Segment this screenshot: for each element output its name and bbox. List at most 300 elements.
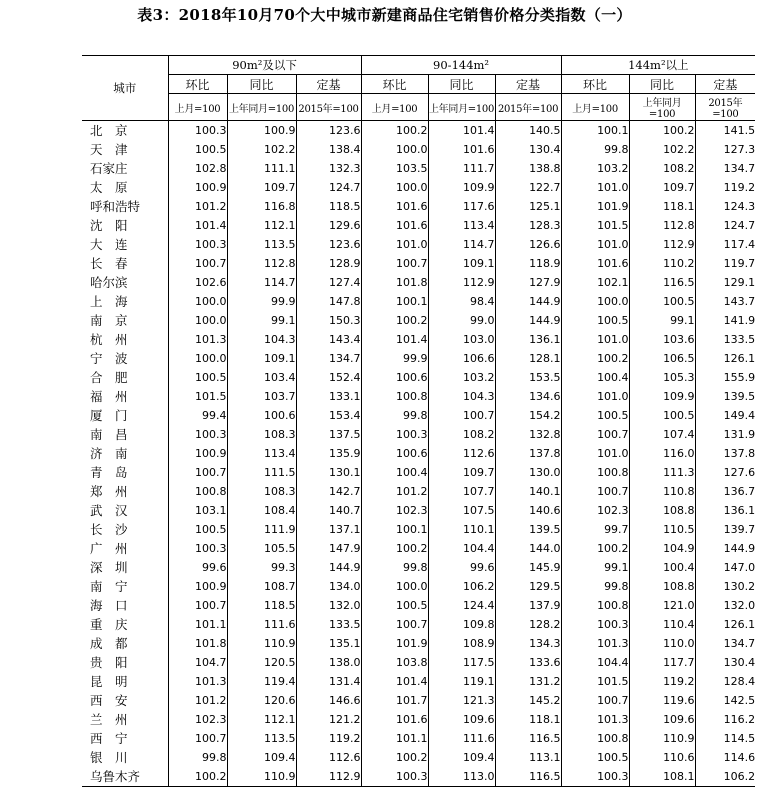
value-cell: 128.2 [495,615,561,634]
value-cell: 100.0 [361,140,428,159]
value-cell: 98.4 [428,292,495,311]
value-cell: 130.0 [495,463,561,482]
base-header: 2015年=100 [296,94,361,121]
value-cell: 134.0 [296,577,361,596]
value-cell: 132.0 [296,596,361,615]
value-cell: 113.0 [428,767,495,787]
value-cell: 100.8 [168,482,227,501]
value-cell: 108.7 [227,577,296,596]
value-cell: 102.3 [361,501,428,520]
value-cell: 99.8 [561,140,629,159]
table-row [82,197,755,216]
value-cell: 108.9 [428,634,495,653]
value-cell: 101.0 [561,387,629,406]
value-cell: 121.0 [629,596,695,615]
value-cell: 140.7 [296,501,361,520]
value-cell: 116.5 [495,767,561,787]
city-cell: 济 南 [82,444,168,463]
value-cell: 99.6 [168,558,227,577]
value-cell: 114.7 [428,235,495,254]
group-header-small: 90m²及以下 [168,56,361,75]
value-cell: 113.4 [428,216,495,235]
value-cell: 140.1 [495,482,561,501]
table-row [82,501,755,520]
value-cell: 119.2 [629,672,695,691]
table-row [82,672,755,691]
value-cell: 110.8 [629,482,695,501]
value-cell: 101.3 [168,330,227,349]
metric-header: 环比 [561,75,629,94]
value-cell: 127.6 [723,466,756,479]
value-cell: 155.9 [723,371,756,384]
value-cell: 110.5 [629,520,695,539]
value-cell: 99.1 [629,311,695,330]
value-cell: 116.5 [495,729,561,748]
value-cell: 121.3 [428,691,495,710]
value-cell: 100.5 [168,368,227,387]
value-cell: 134.6 [495,387,561,406]
value-cell: 123.6 [296,121,361,141]
metric-header: 同比 [227,75,296,94]
value-cell: 100.5 [629,292,695,311]
value-cell: 99.9 [361,349,428,368]
base-header: 上月=100 [361,94,428,121]
value-cell: 100.5 [561,406,629,425]
table-row [82,596,755,615]
value-cell: 101.0 [561,330,629,349]
value-cell: 114.7 [227,273,296,292]
value-cell: 101.5 [561,216,629,235]
value-cell: 144.0 [495,539,561,558]
price-index-table [82,55,755,787]
value-cell: 105.3 [629,368,695,387]
base-header: 2015年=100 [695,94,755,121]
value-cell: 145.9 [495,558,561,577]
value-cell: 99.3 [227,558,296,577]
table-row [82,159,755,178]
table-row [82,729,755,748]
value-cell: 100.0 [361,178,428,197]
value-cell: 122.7 [495,178,561,197]
value-cell: 120.5 [227,653,296,672]
value-cell: 129.1 [723,276,756,289]
value-cell: 120.6 [227,691,296,710]
value-cell: 112.9 [629,235,695,254]
value-cell: 101.6 [361,710,428,729]
value-cell: 134.7 [296,349,361,368]
value-cell: 101.5 [561,672,629,691]
value-cell: 110.9 [629,729,695,748]
city-cell: 沈 阳 [82,216,168,235]
value-cell: 149.4 [723,409,756,422]
value-cell: 100.0 [361,577,428,596]
city-column-header: 城市 [82,56,168,121]
value-cell: 109.4 [428,748,495,767]
value-cell: 100.4 [561,368,629,387]
value-cell: 119.7 [723,257,756,270]
value-cell: 100.2 [361,539,428,558]
table-row [82,121,755,141]
city-cell: 呼和浩特 [82,197,168,216]
value-cell: 101.7 [361,691,428,710]
value-cell: 136.7 [723,485,756,498]
value-cell: 109.7 [428,463,495,482]
value-cell: 139.7 [723,523,756,536]
value-cell: 99.8 [561,577,629,596]
value-cell: 108.2 [428,425,495,444]
value-cell: 116.0 [629,444,695,463]
table-row [82,216,755,235]
base-header: 2015年=100 [495,94,561,121]
value-cell: 129.6 [296,216,361,235]
value-cell: 133.5 [723,333,756,346]
value-cell: 100.7 [168,254,227,273]
table-row [82,558,755,577]
value-cell: 102.1 [561,273,629,292]
value-cell: 118.5 [296,197,361,216]
value-cell: 141.9 [723,314,756,327]
value-cell: 100.3 [561,767,629,787]
value-cell: 136.1 [723,504,756,517]
value-cell: 100.6 [361,368,428,387]
value-cell: 113.4 [227,444,296,463]
value-cell: 100.2 [361,748,428,767]
value-cell: 128.4 [723,675,756,688]
value-cell: 100.1 [361,292,428,311]
table-row [82,520,755,539]
value-cell: 100.8 [361,387,428,406]
value-cell: 154.2 [495,406,561,425]
value-cell: 133.5 [296,615,361,634]
group-header-large: 144m²以上 [561,56,755,75]
value-cell: 119.1 [428,672,495,691]
value-cell: 100.5 [168,140,227,159]
table-row [82,273,755,292]
value-cell: 100.2 [629,121,695,141]
value-cell: 104.9 [629,539,695,558]
value-cell: 103.0 [428,330,495,349]
value-cell: 99.1 [227,311,296,330]
value-cell: 101.9 [561,197,629,216]
value-cell: 101.4 [361,672,428,691]
value-cell: 99.0 [428,311,495,330]
table-row [82,330,755,349]
value-cell: 99.7 [561,520,629,539]
value-cell: 101.2 [168,691,227,710]
value-cell: 107.5 [428,501,495,520]
value-cell: 101.6 [428,140,495,159]
value-cell: 100.3 [168,121,227,141]
table-row [82,349,755,368]
value-cell: 106.5 [629,349,695,368]
value-cell: 114.6 [723,751,756,764]
value-cell: 142.5 [723,694,756,707]
metric-header: 环比 [361,75,428,94]
table-row [82,292,755,311]
value-cell: 100.7 [561,691,629,710]
value-cell: 100.9 [168,444,227,463]
table-row [82,368,755,387]
value-cell: 103.5 [361,159,428,178]
value-cell: 118.9 [495,254,561,273]
value-cell: 147.9 [296,539,361,558]
value-cell: 140.5 [495,121,561,141]
value-cell: 134.7 [723,162,756,175]
city-cell: 乌鲁木齐 [82,767,168,787]
table-row [82,691,755,710]
city-cell: 上 海 [82,292,168,311]
value-cell: 106.2 [428,577,495,596]
value-cell: 139.5 [495,520,561,539]
value-cell: 108.3 [227,425,296,444]
value-cell: 100.6 [361,444,428,463]
value-cell: 132.8 [495,425,561,444]
value-cell: 111.1 [227,159,296,178]
page-title: 表3：2018年10月70个大中城市新建商品住宅销售价格分类指数（一） [137,6,632,24]
table-row [82,615,755,634]
value-cell: 153.4 [296,406,361,425]
value-cell: 152.4 [296,368,361,387]
value-cell: 133.6 [495,653,561,672]
value-cell: 146.6 [296,691,361,710]
value-cell: 138.4 [296,140,361,159]
value-cell: 100.7 [168,729,227,748]
value-cell: 104.3 [227,330,296,349]
table-row [82,140,755,159]
value-cell: 100.0 [168,349,227,368]
table-row [82,577,755,596]
value-cell: 135.1 [296,634,361,653]
city-cell: 哈尔滨 [82,273,168,292]
value-cell: 99.8 [361,558,428,577]
value-cell: 112.1 [227,216,296,235]
value-cell: 107.7 [428,482,495,501]
base-header: 上月=100 [561,94,629,121]
value-cell: 130.4 [723,656,756,669]
value-cell: 100.3 [168,235,227,254]
value-cell: 117.7 [629,653,695,672]
city-cell: 昆 明 [82,672,168,691]
value-cell: 140.6 [495,501,561,520]
city-cell: 长 春 [82,254,168,273]
metric-header: 定基 [695,75,755,94]
value-cell: 100.0 [168,292,227,311]
value-cell: 100.3 [168,425,227,444]
value-cell: 134.7 [723,637,756,650]
group-header-medium: 90-144m² [361,56,561,75]
metric-header: 定基 [296,75,361,94]
value-cell: 112.9 [428,273,495,292]
value-cell: 100.0 [561,292,629,311]
value-cell: 100.5 [629,406,695,425]
value-cell: 104.7 [168,653,227,672]
value-cell: 109.9 [629,387,695,406]
table-row [82,539,755,558]
value-cell: 111.5 [227,463,296,482]
table-row [82,425,755,444]
value-cell: 130.4 [495,140,561,159]
value-cell: 100.2 [361,121,428,141]
city-cell: 广 州 [82,539,168,558]
city-cell: 北 京 [82,121,168,141]
value-cell: 103.8 [361,653,428,672]
value-cell: 101.4 [361,330,428,349]
table-row [82,444,755,463]
city-cell: 长 沙 [82,520,168,539]
value-cell: 131.2 [495,672,561,691]
value-cell: 100.5 [361,596,428,615]
value-cell: 134.3 [495,634,561,653]
value-cell: 101.8 [361,273,428,292]
value-cell: 131.9 [723,428,756,441]
value-cell: 101.2 [361,482,428,501]
value-cell: 102.8 [168,159,227,178]
value-cell: 100.0 [168,311,227,330]
value-cell: 101.6 [361,216,428,235]
city-cell: 杭 州 [82,330,168,349]
value-cell: 100.8 [561,463,629,482]
value-cell: 126.1 [723,352,756,365]
value-cell: 117.4 [723,238,756,251]
value-cell: 102.6 [168,273,227,292]
value-cell: 100.7 [361,615,428,634]
metric-header: 同比 [629,75,695,94]
city-cell: 西 宁 [82,729,168,748]
value-cell: 101.3 [561,710,629,729]
value-cell: 99.8 [168,748,227,767]
value-cell: 99.8 [361,406,428,425]
table-row [82,178,755,197]
value-cell: 124.3 [723,200,756,213]
value-cell: 104.4 [428,539,495,558]
value-cell: 100.5 [561,311,629,330]
value-cell: 99.6 [428,558,495,577]
value-cell: 100.1 [361,520,428,539]
value-cell: 100.8 [561,729,629,748]
value-cell: 99.9 [227,292,296,311]
value-cell: 100.9 [168,178,227,197]
value-cell: 101.3 [561,634,629,653]
table-row [82,254,755,273]
value-cell: 109.6 [629,710,695,729]
city-cell: 石家庄 [82,159,168,178]
value-cell: 100.8 [561,596,629,615]
value-cell: 101.1 [361,729,428,748]
value-cell: 100.7 [168,463,227,482]
value-cell: 100.5 [561,748,629,767]
value-cell: 101.4 [428,121,495,141]
value-cell: 100.9 [168,577,227,596]
city-cell: 成 都 [82,634,168,653]
value-cell: 101.9 [361,634,428,653]
value-cell: 123.6 [296,235,361,254]
metric-header: 环比 [168,75,227,94]
value-cell: 104.3 [428,387,495,406]
value-cell: 103.1 [168,501,227,520]
value-cell: 108.3 [227,482,296,501]
value-cell: 126.6 [495,235,561,254]
city-cell: 兰 州 [82,710,168,729]
city-cell: 西 安 [82,691,168,710]
base-header: 上年同月=100 [629,94,695,121]
table-row [82,406,755,425]
value-cell: 126.1 [723,618,756,631]
value-cell: 144.9 [296,558,361,577]
value-cell: 119.4 [227,672,296,691]
value-cell: 130.1 [296,463,361,482]
value-cell: 117.6 [428,197,495,216]
value-cell: 100.3 [361,767,428,787]
value-cell: 110.0 [629,634,695,653]
value-cell: 102.3 [168,710,227,729]
value-cell: 137.9 [495,596,561,615]
value-cell: 113.5 [227,235,296,254]
value-cell: 132.0 [723,599,756,612]
value-cell: 110.2 [629,254,695,273]
city-cell: 天 津 [82,140,168,159]
value-cell: 103.4 [227,368,296,387]
value-cell: 125.1 [495,197,561,216]
value-cell: 100.7 [561,425,629,444]
city-cell: 贵 阳 [82,653,168,672]
value-cell: 129.5 [495,577,561,596]
value-cell: 99.4 [168,406,227,425]
value-cell: 110.9 [227,634,296,653]
value-cell: 102.2 [629,140,695,159]
value-cell: 144.9 [495,292,561,311]
value-cell: 124.4 [428,596,495,615]
value-cell: 100.6 [227,406,296,425]
value-cell: 101.0 [561,178,629,197]
table-row [82,710,755,729]
value-cell: 100.3 [561,615,629,634]
value-cell: 147.8 [296,292,361,311]
value-cell: 118.1 [629,197,695,216]
city-cell: 合 肥 [82,368,168,387]
value-cell: 101.2 [168,197,227,216]
value-cell: 131.4 [296,672,361,691]
value-cell: 112.8 [629,216,695,235]
value-cell: 144.9 [723,542,756,555]
value-cell: 127.9 [495,273,561,292]
value-cell: 102.3 [561,501,629,520]
value-cell: 109.6 [428,710,495,729]
value-cell: 153.5 [495,368,561,387]
value-cell: 114.5 [723,732,756,745]
value-cell: 110.1 [428,520,495,539]
value-cell: 111.6 [428,729,495,748]
value-cell: 101.1 [168,615,227,634]
table-row [82,767,755,787]
value-cell: 121.2 [296,710,361,729]
table-row [82,463,755,482]
city-cell: 南 京 [82,311,168,330]
value-cell: 111.3 [629,463,695,482]
value-cell: 103.6 [629,330,695,349]
value-cell: 127.3 [723,143,756,156]
value-cell: 110.6 [629,748,695,767]
value-cell: 137.1 [296,520,361,539]
value-cell: 139.5 [723,390,756,403]
value-cell: 109.4 [227,748,296,767]
value-cell: 145.2 [495,691,561,710]
value-cell: 111.6 [227,615,296,634]
value-cell: 101.0 [561,235,629,254]
value-cell: 101.8 [168,634,227,653]
value-cell: 119.2 [723,181,756,194]
value-cell: 100.2 [561,539,629,558]
value-cell: 137.8 [723,447,756,460]
